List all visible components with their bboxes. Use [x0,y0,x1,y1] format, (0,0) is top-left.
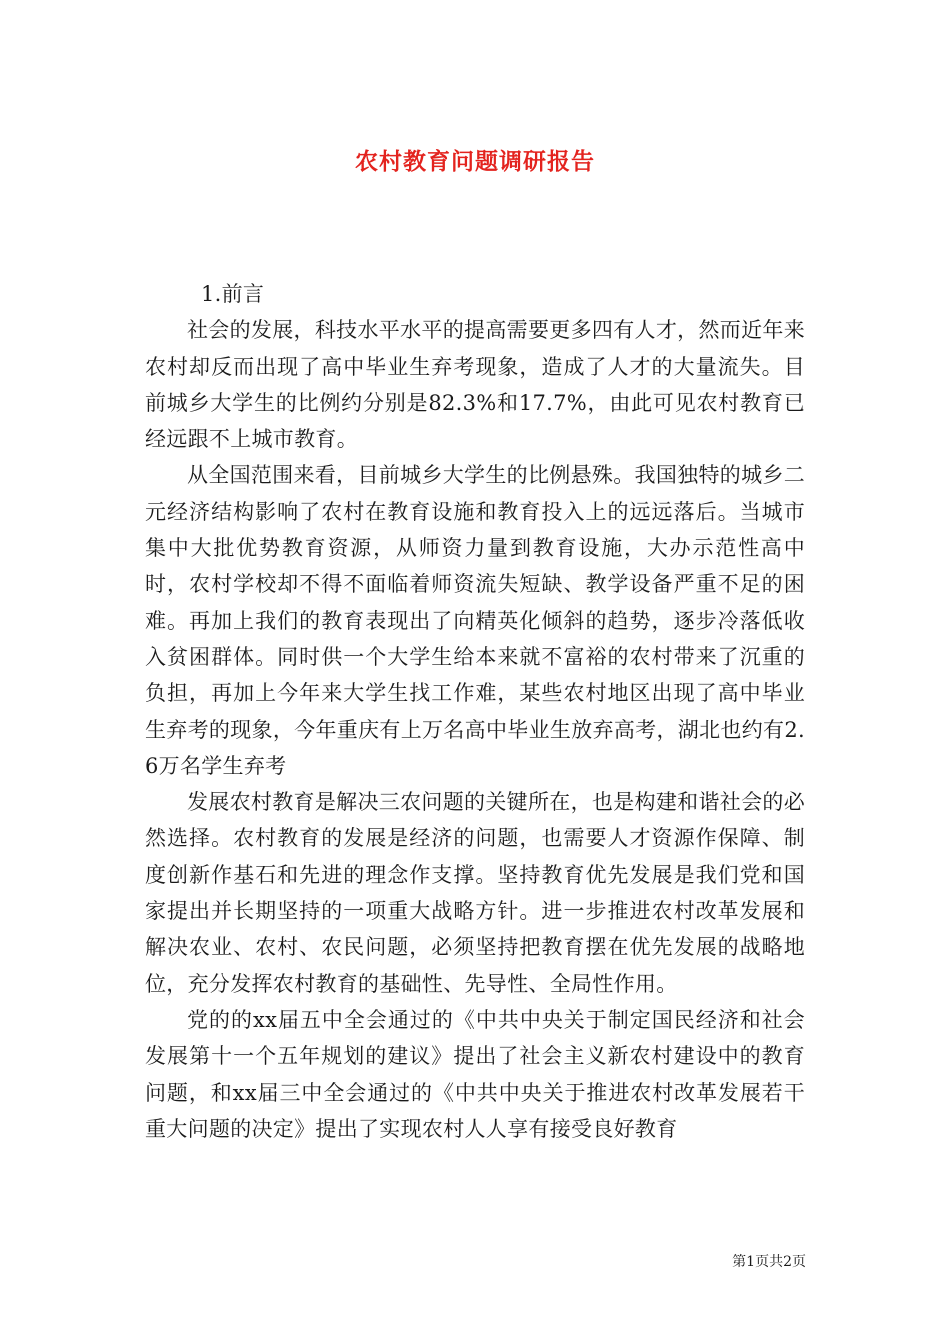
page-number: 第1页共2页 [732,1254,806,1270]
paragraph: 党的的xx届五中全会通过的《中共中央关于制定国民经济和社会发展第十一个五年规划的建议》提出了社会主义新农村建设中的教育问题，和xx届三中全会通过的《中共中央关于推进农村改革发展若干重大问题的决定》提出了实现农村人人享有接受良好教育 [145,1007,805,1141]
section-heading: 1.前言 [201,282,265,306]
paragraph: 从全国范围来看，目前城乡大学生的比例悬殊。我国独特的城乡二元经济结构影响了农村在教育设施和教育投入上的远远落后。当城市集中大批优势教育资源，从师资力量到教育设施，大办示范性高中时，农村学校却不得不面临着师资流失短缺、教学设备严重不足的困难。再加上我们的教育表现出了向精英化倾斜的趋势，逐步冷落低收入贫困群体。同时供一个大学生给本来就不富裕的农村带来了沉重的负担，再加上今年来大学生找工作难，某些农村地区出现了高中毕业生弃考的现象，今年重庆有上万名高中毕业生放弃高考，湖北也约有2.6万名学生弃考 [145,463,805,778]
document-title: 农村教育问题调研报告 [355,148,595,176]
paragraph: 社会的发展，科技水平水平的提高需要更多四有人才，然而近年来农村却反而出现了高中毕业生弃考现象，造成了人才的大量流失。目前城乡大学生的比例约分别是82.3%和17.7%，由此可见农村教育已经远跟不上城市教育。 [145,318,805,452]
paragraph: 发展农村教育是解决三农问题的关键所在，也是构建和谐社会的必然选择。农村教育的发展是经济的问题，也需要人才资源作保障、制度创新作基石和先进的理念作支撑。坚持教育优先发展是我们党和国家提出并长期坚持的一项重大战略方针。进一步推进农村改革发展和解决农业、农村、农民问题，必须坚持把教育摆在优先发展的战略地位，充分发挥农村教育的基础性、先导性、全局性作用。 [145,790,805,996]
document-body [145,276,805,1147]
